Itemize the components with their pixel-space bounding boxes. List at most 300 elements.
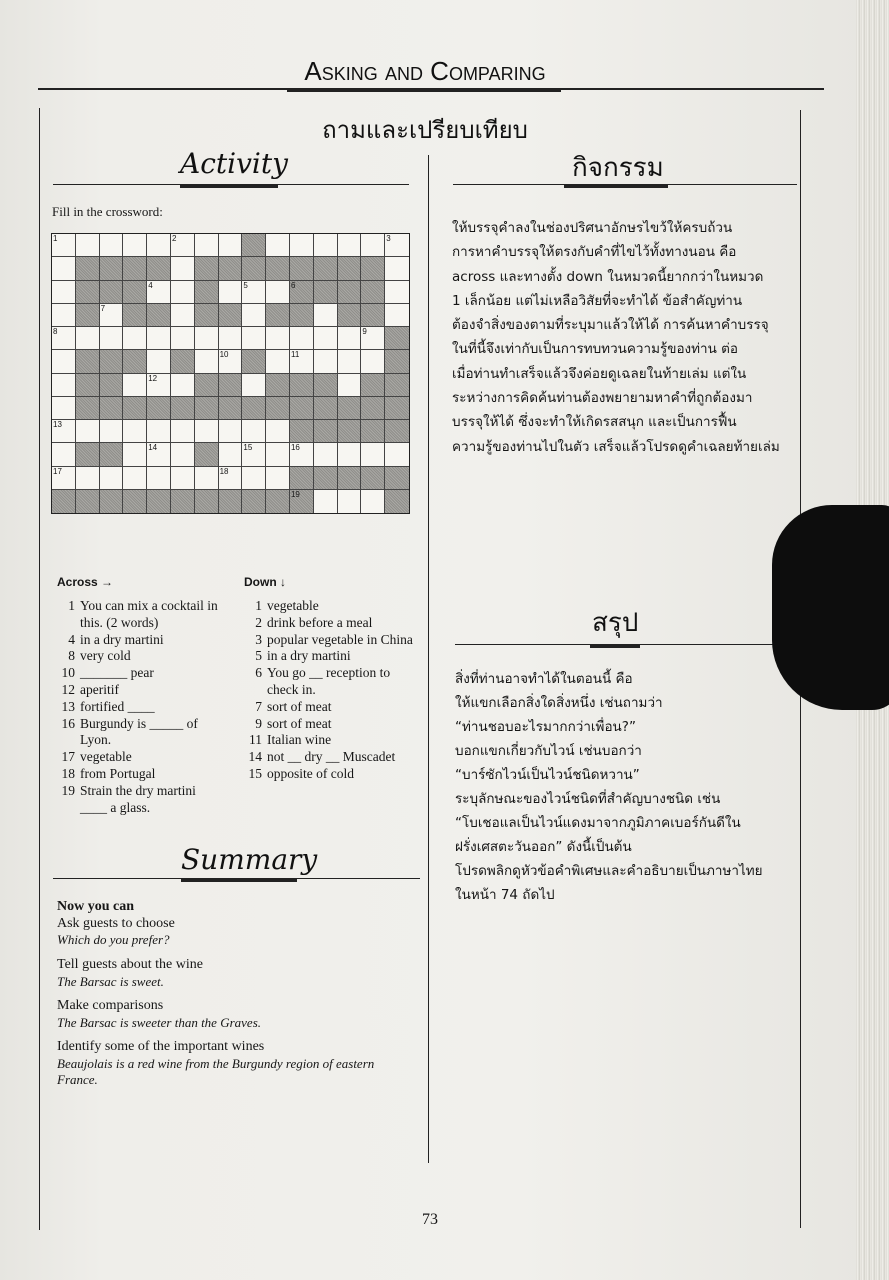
thai-instruction-line: ให้บรรจุคำลงในช่องปริศนาอักษรไขว้ให้ครบถ้วน [452, 220, 733, 236]
clue-text: aperitif [80, 681, 119, 697]
left-margin-rule [39, 108, 40, 1230]
crossword-cell [385, 257, 409, 280]
crossword-cell-black [361, 304, 385, 327]
clue-number: 13 [61, 698, 75, 714]
clue-number: 4 [68, 631, 75, 647]
crossword-cell-black [219, 397, 243, 420]
crossword-cell [76, 327, 100, 350]
crossword-cell-black [338, 257, 362, 280]
thai-instruction-line: เมื่อท่านทำเสร็จแล้วจึงค่อยดูเฉลยในท้ายเล่ม แต่ใน [452, 365, 747, 382]
crossword-cell-black [147, 397, 171, 420]
thai-summary-line: “โบเชอแลเป็นไวน์แดงมาจากภูมิภาคเบอร์กันดีใน [455, 815, 741, 831]
crossword-cell-black [195, 257, 219, 280]
crossword-number: 2 [171, 234, 177, 243]
clue-number: 15 [248, 765, 262, 781]
center-column-rule [428, 155, 429, 1163]
clue-number: 3 [255, 631, 262, 647]
crossword-cell-black [385, 374, 409, 397]
crossword-cell [171, 304, 195, 327]
crossword-cell [123, 420, 147, 443]
clue-text: fortified ____ [80, 698, 155, 714]
crossword-cell [219, 234, 243, 257]
crossword-cell [219, 443, 243, 466]
crossword-number: 4 [148, 280, 153, 290]
crossword-cell-black [338, 397, 362, 420]
crossword-cell [242, 327, 266, 350]
crossword-cell [195, 467, 219, 490]
thai-instruction-line: ความรู้ของท่านไปในตัว เสร็จแล้วโปรดดูคำเฉลยท้ายเล่ม [452, 438, 780, 455]
clue-number: 19 [61, 782, 75, 798]
summary-thai-rule-thick [590, 644, 640, 648]
across-clue [55, 648, 223, 665]
clue-text: in a dry martini [80, 631, 164, 647]
crossword-cell-black [123, 350, 147, 373]
crossword-cell [361, 490, 385, 513]
summary-example: The Barsac is sweet. [57, 973, 164, 989]
across-clue [55, 749, 223, 766]
clue-text: Strain the dry martini ____ a glass. [80, 782, 196, 815]
clue-text: in a dry martini [267, 648, 351, 664]
clue-number: 14 [248, 749, 262, 765]
crossword-cell-black [123, 257, 147, 280]
crossword-cell [338, 374, 362, 397]
crossword-cell [242, 467, 266, 490]
crossword-cell-black [76, 490, 100, 513]
crossword-cell-black [314, 467, 338, 490]
crossword-cell-black [290, 397, 314, 420]
crossword-cell-black [195, 490, 219, 513]
crossword-cell [385, 281, 409, 304]
crossword-cell-black [314, 374, 338, 397]
chapter-title-text: Asking and Comparing [304, 56, 546, 86]
down-clue [242, 615, 420, 632]
header-rule-thick [287, 88, 561, 92]
down-clue [242, 749, 420, 766]
crossword-cell [76, 467, 100, 490]
crossword-cell-black [361, 397, 385, 420]
crossword-cell-black [219, 304, 243, 327]
crossword-number: 14 [148, 443, 158, 453]
thai-summary [455, 667, 795, 907]
crossword-number: 1 [53, 234, 58, 243]
crossword-cell-black [314, 257, 338, 280]
crossword-cell-black [219, 490, 243, 513]
thai-summary-line: ระบุลักษณะของไวน์ชนิดที่สำคัญบางชนิด เช่น [455, 791, 721, 807]
crossword-cell [171, 443, 195, 466]
crossword-cell-black [76, 281, 100, 304]
crossword-cell-black [361, 374, 385, 397]
crossword-number: 9 [362, 327, 367, 336]
crossword-cell-black [242, 490, 266, 513]
thai-instruction-line: ต้องจำสิ่งของตามที่ระบุมาแล้วให้ได้ การค้นหาคำบรรจุ [452, 317, 769, 334]
across-clue [55, 766, 223, 783]
clue-text: vegetable [267, 598, 319, 613]
crossword-cell [123, 327, 147, 350]
thai-instruction-line: การหาคำบรรจุให้ตรงกับคำที่ไขไว้ทั้งทางนอน คือ [452, 244, 737, 261]
crossword-cell-black [76, 443, 100, 466]
crossword-number: 7 [100, 303, 106, 313]
thai-instructions [452, 216, 798, 459]
clue-number: 18 [61, 765, 75, 781]
clue-text: sort of meat [267, 698, 332, 714]
summary-example: Beaujolais is a red wine from the Burgundy region of eastern France. [57, 1055, 375, 1087]
crossword-cell-black [123, 281, 147, 304]
crossword-cell-black [123, 490, 147, 513]
crossword-cell [52, 327, 76, 350]
crossword-cell [338, 234, 362, 257]
crossword-cell-black [123, 304, 147, 327]
crossword-cell-black [314, 420, 338, 443]
crossword-cell [242, 304, 266, 327]
crossword-cell [52, 257, 76, 280]
crossword-cell [219, 327, 243, 350]
crossword-cell-black [147, 304, 171, 327]
crossword-cell-black [314, 397, 338, 420]
crossword-cell [338, 490, 362, 513]
crossword-number: 17 [53, 466, 62, 476]
crossword-cell [76, 420, 100, 443]
crossword-cell-black [338, 281, 362, 304]
crossword-cell [147, 327, 171, 350]
crossword-cell [266, 234, 290, 257]
thumb-shadow [772, 505, 889, 710]
crossword-cell [338, 327, 362, 350]
crossword-cell-black [195, 443, 219, 466]
crossword-cell-black [100, 350, 124, 373]
crossword-cell-black [290, 420, 314, 443]
clue-number: 11 [249, 732, 262, 748]
down-clues [242, 598, 420, 783]
clue-number: 1 [255, 598, 262, 613]
chapter-title [240, 56, 610, 87]
across-clue [55, 598, 223, 632]
crossword-cell-black [338, 467, 362, 490]
down-clue [242, 632, 420, 649]
thai-instruction-line: ระหว่างการคิดค้นท่านต้องพยายามหาคำที่ถูกต้องมา [452, 390, 753, 407]
crossword-cell-black [195, 374, 219, 397]
summary-item-tell [57, 957, 203, 990]
crossword-cell-black [290, 467, 314, 490]
crossword-cell-black [52, 490, 76, 513]
crossword-cell [314, 350, 338, 373]
crossword-cell-black [242, 257, 266, 280]
clue-number: 9 [255, 715, 262, 731]
crossword-number: 19 [290, 489, 300, 499]
crossword-cell-black [123, 397, 147, 420]
clue-number: 5 [255, 648, 262, 664]
crossword-cell-black [76, 257, 100, 280]
crossword-cell-black [385, 420, 409, 443]
across-clue [55, 632, 223, 649]
summary-text: Ask guests to choose [57, 915, 175, 931]
thai-title: ถามและเปรียบเทียบ [322, 116, 528, 144]
down-clue [242, 732, 420, 749]
clue-number: 6 [255, 665, 262, 681]
crossword-cell [314, 327, 338, 350]
crossword-cell-black [266, 304, 290, 327]
thai-instruction-line: บรรจุให้ได้ ซึ่งจะทำให้เกิดรสสนุก และเป็นการฟื้น [452, 414, 737, 431]
page-number: 73 [422, 1211, 438, 1228]
crossword-cell-black [266, 397, 290, 420]
crossword-number: 15 [243, 443, 253, 453]
crossword-cell-black [76, 304, 100, 327]
crossword-number: 10 [219, 350, 229, 360]
clue-text: vegetable [80, 749, 132, 765]
crossword-cell [171, 234, 195, 257]
crossword-cell [147, 443, 171, 466]
clue-number: 16 [61, 715, 75, 731]
summary-heading: Summary [181, 843, 318, 876]
crossword-cell-black [219, 257, 243, 280]
crossword-cell [195, 350, 219, 373]
crossword-cell [147, 420, 171, 443]
down-clue [242, 665, 420, 699]
summary-item-choose [57, 899, 175, 949]
down-clue [242, 716, 420, 733]
summary-intro: Now you can [57, 899, 135, 914]
across-clue [55, 783, 223, 817]
crossword-cell-black [290, 374, 314, 397]
crossword-number: 5 [243, 280, 248, 290]
thai-instruction-line: 1 เล็กน้อย แต่ไม่เหลือวิสัยที่จะทำได้ ข้อสำคัญท่าน [452, 292, 743, 309]
crossword-cell [385, 234, 409, 257]
crossword-cell [219, 467, 243, 490]
crossword-cell-black [171, 490, 195, 513]
crossword-cell-black [266, 374, 290, 397]
summary-item-identify [57, 1039, 387, 1089]
clue-text: drink before a meal [267, 614, 373, 630]
crossword-cell [147, 350, 171, 373]
summary-example: The Barsac is sweeter than the Graves. [57, 1014, 262, 1030]
crossword-cell-black [385, 327, 409, 350]
crossword-cell [361, 234, 385, 257]
crossword-cell-black [76, 350, 100, 373]
crossword-cell [242, 374, 266, 397]
crossword-cell [147, 281, 171, 304]
crossword-cell [52, 374, 76, 397]
crossword-cell [123, 467, 147, 490]
crossword-cell [147, 234, 171, 257]
down-clue [242, 699, 420, 716]
thai-summary-line: สิ่งที่ท่านอาจทำได้ในตอนนี้ คือ [455, 671, 633, 687]
crossword-cell [52, 350, 76, 373]
crossword-cell [266, 350, 290, 373]
crossword-cell [219, 420, 243, 443]
across-clue [55, 665, 223, 682]
crossword-cell [314, 304, 338, 327]
crossword-cell-black [147, 490, 171, 513]
clue-number: 8 [68, 648, 75, 664]
crossword-cell-black [195, 281, 219, 304]
crossword-number: 3 [386, 234, 391, 243]
crossword-number: 18 [219, 466, 229, 476]
clue-text: You go __ reception to check in. [267, 665, 391, 697]
clue-text: not __ dry __ Muscadet [267, 749, 396, 765]
summary-text: Tell guests about the wine [57, 957, 203, 972]
crossword-cell [123, 234, 147, 257]
crossword-cell [52, 420, 76, 443]
summary-item-compare [57, 998, 261, 1031]
crossword-cell-black [266, 490, 290, 513]
crossword-cell [171, 374, 195, 397]
crossword-cell [314, 490, 338, 513]
clue-text: very cold [80, 648, 131, 664]
crossword-cell [171, 467, 195, 490]
crossword-cell-black [76, 374, 100, 397]
crossword-cell [266, 281, 290, 304]
crossword-cell [52, 467, 76, 490]
thai-summary-line: ฝรั่งเศสตะวันออก” ดังนี้เป็นต้น [455, 839, 632, 855]
crossword-cell [266, 327, 290, 350]
crossword-cell-black [361, 467, 385, 490]
clue-number: 10 [61, 665, 75, 681]
across-clue [55, 716, 223, 750]
crossword-cell-black [242, 234, 266, 257]
crossword-cell-black [290, 490, 314, 513]
crossword-cell-black [266, 257, 290, 280]
clue-number: 7 [255, 698, 262, 714]
crossword-cell [266, 420, 290, 443]
crossword-cell [147, 374, 171, 397]
activity-thai-rule-thick [564, 184, 668, 188]
across-clue [55, 682, 223, 699]
thai-summary-line: บอกแขกเกี่ยวกับไวน์ เช่นบอกว่า [455, 743, 642, 759]
crossword-cell [242, 281, 266, 304]
crossword-cell-black [242, 397, 266, 420]
crossword-cell [123, 443, 147, 466]
thai-summary-line: ในหน้า 74 ถัดไป [455, 887, 555, 903]
crossword-cell-black [100, 281, 124, 304]
crossword-cell-black [100, 443, 124, 466]
crossword-cell-black [338, 420, 362, 443]
crossword-cell [195, 420, 219, 443]
crossword-cell-black [338, 304, 362, 327]
crossword-number: 13 [53, 420, 62, 429]
crossword-cell [219, 281, 243, 304]
clue-text: from Portugal [80, 765, 156, 781]
clue-number: 2 [255, 614, 262, 630]
activity-rule-thick [180, 184, 278, 188]
crossword-cell-black [171, 397, 195, 420]
thai-instruction-line: ในที่นี้จึงเท่ากับเป็นการทบทวนความรู้ของท่าน ต่อ [452, 341, 739, 358]
clue-text: opposite of cold [267, 765, 354, 781]
crossword-cell [242, 443, 266, 466]
crossword-cell [290, 234, 314, 257]
thai-summary-line: “ท่านชอบอะไรมากกว่าเพื่อน?” [455, 719, 636, 735]
crossword-cell-black [361, 420, 385, 443]
across-clue [55, 699, 223, 716]
crossword-cell-black [195, 397, 219, 420]
crossword-cell [171, 327, 195, 350]
crossword-cell [290, 350, 314, 373]
clue-text: Italian wine [267, 732, 332, 748]
crossword-cell-black [361, 257, 385, 280]
down-label: Down ↓ [244, 575, 286, 589]
down-clue [242, 766, 420, 783]
summary-heading-thai: สรุป [592, 608, 639, 638]
crossword-cell-black [76, 397, 100, 420]
crossword-cell [52, 281, 76, 304]
crossword-cell-black [195, 304, 219, 327]
clue-text: sort of meat [267, 715, 332, 731]
crossword-number: 6 [290, 280, 296, 290]
crossword-cell [147, 467, 171, 490]
crossword-cell [52, 234, 76, 257]
crossword-cell-black [100, 397, 124, 420]
crossword-cell [76, 234, 100, 257]
crossword-number: 8 [53, 327, 58, 336]
crossword-cell [195, 327, 219, 350]
crossword-cell [100, 234, 124, 257]
clue-text: Burgundy is _____ of Lyon. [80, 715, 198, 748]
crossword-cell-black [314, 281, 338, 304]
crossword-cell [290, 327, 314, 350]
crossword-grid [51, 233, 410, 514]
crossword-number: 11 [290, 350, 300, 360]
crossword-cell-black [100, 257, 124, 280]
crossword-cell-black [100, 490, 124, 513]
activity-heading: Activity [180, 147, 288, 180]
clue-text: _______ pear [80, 665, 154, 681]
crossword-cell-black [290, 304, 314, 327]
crossword-cell-black [385, 397, 409, 420]
crossword-cell [314, 234, 338, 257]
crossword-cell-black [219, 374, 243, 397]
crossword-cell [52, 443, 76, 466]
across-label: Across → [57, 575, 114, 589]
crossword-number: 12 [148, 373, 158, 383]
crossword-cell-black [385, 350, 409, 373]
crossword-cell-black [361, 281, 385, 304]
crossword-cell [361, 443, 385, 466]
down-clue [242, 598, 420, 615]
crossword-cell [100, 467, 124, 490]
crossword-cell [338, 350, 362, 373]
crossword-cell [338, 443, 362, 466]
crossword-cell-black [242, 350, 266, 373]
crossword-cell [266, 467, 290, 490]
down-clue [242, 648, 420, 665]
thai-summary-line: “บาร์ซักไวน์เป็นไวน์ชนิดหวาน” [455, 767, 640, 783]
crossword-cell [385, 304, 409, 327]
crossword-cell [361, 327, 385, 350]
crossword-cell [100, 327, 124, 350]
summary-rule-thick [181, 878, 297, 882]
crossword-cell [52, 304, 76, 327]
thai-summary-line: ให้แขกเลือกสิ่งใดสิ่งหนึ่ง เช่นถามว่า [455, 695, 663, 711]
crossword-cell [195, 234, 219, 257]
clue-number: 12 [61, 681, 75, 697]
crossword-cell-black [147, 257, 171, 280]
crossword-cell-black [290, 281, 314, 304]
crossword-cell-black [385, 490, 409, 513]
crossword-instruction: Fill in the crossword: [52, 204, 163, 219]
clue-number: 17 [61, 749, 75, 765]
crossword-cell [242, 420, 266, 443]
across-clues [55, 598, 223, 816]
summary-text: Make comparisons [57, 998, 164, 1013]
crossword-cell [361, 350, 385, 373]
crossword-cell [290, 443, 314, 466]
crossword-cell [266, 443, 290, 466]
clue-text: popular vegetable in China [267, 631, 413, 647]
crossword-cell [171, 281, 195, 304]
crossword-number: 16 [290, 443, 300, 453]
crossword-cell [171, 420, 195, 443]
summary-text: Identify some of the important wines [57, 1039, 265, 1054]
crossword-cell [52, 397, 76, 420]
crossword-cell [100, 304, 124, 327]
